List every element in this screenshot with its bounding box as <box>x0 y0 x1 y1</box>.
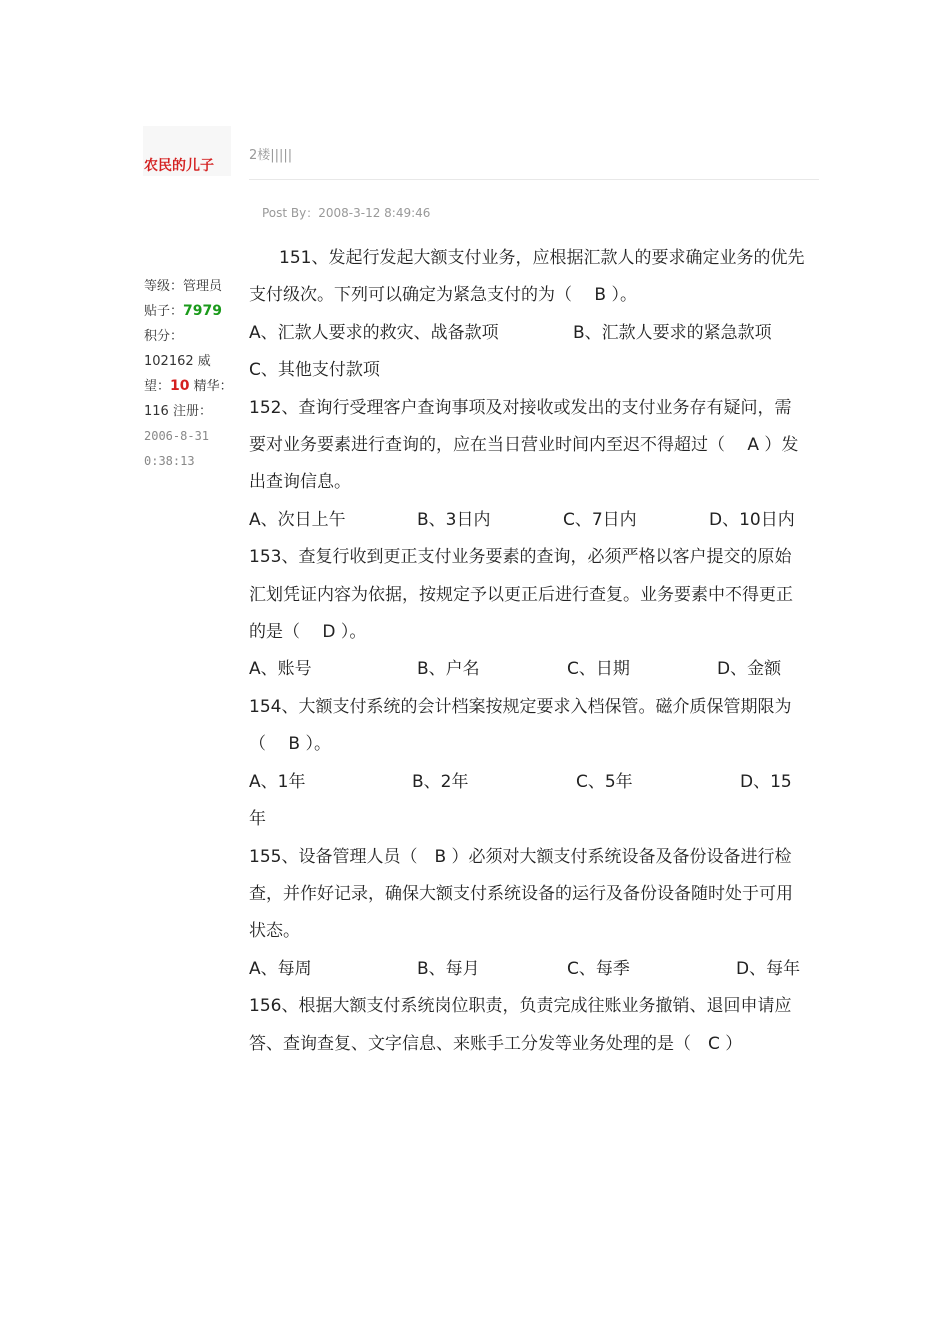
question-stem: 154、大额支付系统的会计档案按规定要求入档保管。磁介质保管期限为（ B ）。 <box>249 696 792 755</box>
register-label: 注册： <box>172 404 212 419</box>
points-value: 102162 <box>144 354 194 369</box>
option: C、5年 <box>576 771 633 792</box>
question-stem: 156、根据大额支付系统岗位职责，负责完成往账业务撤销、退回申请应答、查询查复、文字信息、来账手工分发等业务处理的是（ C ） <box>249 996 792 1054</box>
register-date: 2006-8-31 0:38:13 <box>144 429 210 468</box>
option: B、汇款人要求的紧急款项 <box>573 322 772 343</box>
question-options <box>249 502 805 539</box>
question-options <box>249 651 805 688</box>
option: A、次日上午 <box>249 509 346 530</box>
essence-value: 116 <box>144 404 169 419</box>
question-stem: 151、发起行发起大额支付业务，应根据汇款人的要求确定业务的优先支付级次。下列可以确定为紧急支付的为（ B ）。 <box>249 248 805 306</box>
post-count: 7979 <box>183 303 222 319</box>
question-options <box>249 764 805 839</box>
posts-label: 贴子： <box>144 304 184 319</box>
option: C、每季 <box>567 958 630 979</box>
prestige-value: 10 <box>170 378 190 394</box>
option: A、账号 <box>249 659 312 680</box>
option: C、其他支付款项 <box>249 360 380 381</box>
question-options <box>249 315 805 352</box>
points-label: 积分： <box>144 329 184 344</box>
option: D、金额 <box>717 659 782 680</box>
option: A、汇款人要求的救灾、战备款项 <box>249 322 499 343</box>
question-options <box>249 951 805 988</box>
option: B、3日内 <box>417 509 491 530</box>
question-stem: 155、设备管理人员（ B ）必须对大额支付系统设备及备份设备进行检查，并作好记录，确保大额支付系统设备的运行及备份设备随时处于可用状态。 <box>249 846 793 942</box>
prestige-label: 威望： <box>144 354 211 394</box>
post-timestamp: Post By：2008-3-12 8:49:46 <box>262 206 431 220</box>
post-content <box>249 240 805 1063</box>
option: B、每月 <box>417 958 480 979</box>
level-label: 等级： <box>144 279 184 294</box>
option: B、户名 <box>417 659 480 680</box>
floor-number: 2楼||||| <box>249 148 293 163</box>
divider <box>249 179 819 180</box>
question-stem: 152、查询行受理客户查询事项及对接收或发出的支付业务存有疑问，需要对业务要素进行查询的，应在当日营业时间内至迟不得超过（ A ）发出查询信息。 <box>249 397 799 493</box>
user-level: 管理员 <box>183 279 223 294</box>
option: B、2年 <box>412 771 469 792</box>
option: D、10日内 <box>709 509 795 530</box>
option: D、每年 <box>736 958 801 979</box>
option: C、7日内 <box>563 509 637 530</box>
question-stem: 153、查复行收到更正支付业务要素的查询，必须严格以客户提交的原始汇划凭证内容为依据，按规定予以更正后进行查复。业务要素中不得更正的是（ D ）。 <box>249 547 793 643</box>
option: A、每周 <box>249 958 312 979</box>
user-info-panel <box>144 274 236 474</box>
option: D、15年 <box>249 771 792 830</box>
username[interactable]: 农民的儿子 <box>144 158 214 174</box>
option: A、1年 <box>249 771 306 792</box>
option: C、日期 <box>567 659 630 680</box>
essence-label: 精华： <box>193 379 233 394</box>
